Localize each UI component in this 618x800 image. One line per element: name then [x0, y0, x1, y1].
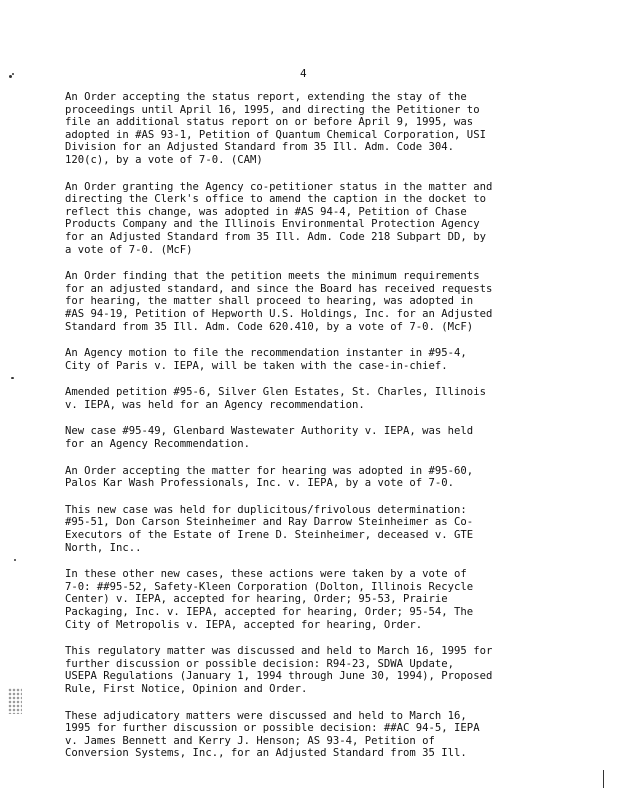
body-text [65, 91, 541, 774]
scan-smudge [8, 688, 22, 714]
paragraph-new-cases: In these other new cases, these actions were taken by a vote of 7-0: ##95-52, Safety-Kleen Corporation (Dolton, Illinois Recycle Center) v. IEPA, accepted for hearing, Order; 95-53, Prairie Packaging, Inc. v. IEPA, accepted for hearing, Order; 95-54, The City of Metropolis v. IEPA, accepted for hearing, Order. [65, 568, 474, 631]
paragraph-adjudicatory: These adjudicatory matters were discussed and held to March 16, 1995 for further discussion or possible decision: ##AC 94-5, IEPA v. James Bennett and Kerry J. Henson; AS 93-4, Petition of Conversion Systems, Inc., for an Adjusted Standard from 35 Ill. [65, 709, 480, 760]
paragraph-95-6: Amended petition #95-6, Silver Glen Estates, St. Charles, Illinois v. IEPA, was held for an Agency recommendation. [65, 386, 486, 411]
scan-speck [9, 75, 12, 78]
paragraph-95-51: This new case was held for duplicitous/frivolous determination: #95-51, Don Carson Steinheimer and Ray Darrow Steinheimer as Co- Executors of the Estate of Irene D. Steinheimer, deceased v. GTE North, Inc.. [65, 503, 474, 554]
paragraph-95-60: An Order accepting the matter for hearing was adopted in #95-60, Palos Kar Wash Professionals, Inc. v. IEPA, by a vote of 7-0. [65, 464, 474, 490]
paragraph-95-49: New case #95-49, Glenbard Wastewater Authority v. IEPA, was held for an Agency Recommendation. [65, 425, 474, 451]
scan-speck [11, 377, 14, 379]
scan-speck [12, 73, 14, 75]
scan-speck [603, 770, 604, 788]
page-number: 4 [300, 67, 308, 80]
scan-speck [14, 559, 16, 561]
paragraph-r94-23: This regulatory matter was discussed and held to March 16, 1995 for further discussion or possible decision: R94-23, SDWA Update, USEPA Regulations (January 1, 1994 through June 30, 1994), Proposed Rule, First Notice, Opinion and Order. [65, 645, 493, 695]
paragraph-as-94-4: An Order granting the Agency co-petitioner status in the matter and directing the Clerk's office to amend the caption in the docket to reflect this change, was adopted in #AS 94-4, Petition of Chase Products Company and the Illinois Environmental Protection Agency for an Adjusted Standard from 35 Ill. Adm. Code 218 Subpart DD, by a vote of 7-0. (McF) [65, 180, 493, 256]
paragraph-as-94-19: An Order finding that the petition meets the minimum requirements for an adjusted standard, and since the Board has received requests for hearing, the matter shall proceed to hearing, was adopted in #AS 94-19, Petition of Hepworth U.S. Holdings, Inc. for an Adjusted Standard from 35 Ill. Adm. Code 620.410, by a vote of 7-0. (McF) [65, 270, 493, 333]
paragraph-as-93-1: An Order accepting the status report, extending the stay of the proceedings until April 16, 1995, and directing the Petitioner to file an additional status report on or before April 9, 1995, was adopted in #AS 93-1, Petition of Quantum Chemical Corporation, USI Division for an Adjusted Standard from 35 Ill. Adm. Code 304. 120(c), by a vote of 7-0. (CAM) [65, 91, 486, 166]
paragraph-95-4: An Agency motion to file the recommendation instanter in #95-4, City of Paris v. IEPA, will be taken with the case-in-chief. [65, 347, 467, 372]
